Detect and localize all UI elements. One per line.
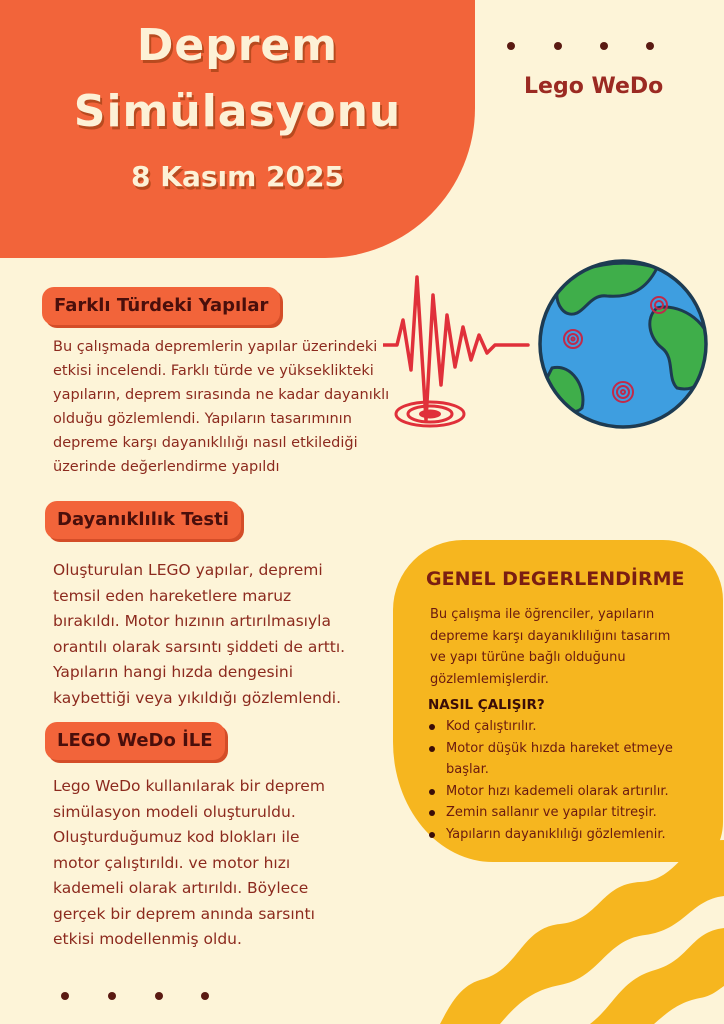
list-item (426, 738, 716, 781)
decor-dot (507, 42, 515, 50)
text-line: Yapıların hangi hızda dengesini (53, 663, 294, 681)
text-line: Lego WeDo kullanılarak bir deprem (53, 777, 325, 795)
page-title-line2: Simülasyonu (73, 86, 402, 137)
text-line: simülasyon modeli oluşturuldu. (53, 802, 296, 821)
decor-dot (646, 42, 654, 50)
section-body-lego-wedo (53, 774, 373, 953)
page-date: 8 Kasım 2025 (131, 160, 344, 193)
text-line: olduğu gözlemlendi. Yapıların tasarımının (53, 411, 352, 427)
section-heading-durability: Dayanıklılık Testi (45, 501, 241, 539)
text-line: ve yapı türüne bağlı olduğunu (430, 650, 626, 665)
text-line: etkisi incelendi. Farklı türde ve yükseklikteki (53, 363, 374, 379)
text-line: kademeli olarak artırıldı. Böylece (53, 879, 309, 897)
text-line: depreme karşı dayanıklılığını tasarım (430, 628, 671, 644)
list-item-text: Motor düşük hızda hareket etmeye (446, 740, 673, 756)
decor-dot (108, 992, 116, 1000)
text-line: Bu çalışmada depremlerin yapılar üzerindeki (53, 339, 378, 355)
decor-dot (201, 992, 209, 1000)
how-it-works-title: NASIL ÇALIŞIR? (428, 697, 545, 713)
text-line: etkisi modellenmiş oldu. (53, 930, 242, 948)
panel-body (430, 604, 700, 690)
text-line: Oluşturduğumuz kod blokları ile (53, 828, 300, 846)
section-heading-structures: Farklı Türdeki Yapılar (42, 287, 280, 325)
seismograph-icon (383, 265, 533, 430)
panel-title: GENEL DEGERLENDİRME (426, 568, 685, 590)
page-title-line1: Deprem (136, 20, 339, 71)
decor-dot (61, 992, 69, 1000)
text-line: kaybettiği veya yıkıldığı gözlemlendi. (53, 688, 342, 707)
list-item: Kod çalıştırılır. (426, 716, 716, 738)
earth-globe-icon (537, 258, 709, 430)
how-it-works-list (426, 716, 716, 845)
section-heading-lego-wedo: LEGO WeDo İLE (45, 722, 225, 760)
decor-dot (600, 42, 608, 50)
list-item: Motor hızı kademeli olarak artırılır. (426, 781, 716, 803)
text-line: bırakıldı. Motor hızının artırılmasıyla (53, 612, 331, 630)
text-line: Oluşturulan LEGO yapılar, depremi (53, 561, 323, 579)
text-line: temsil eden hareketlere maruz (53, 586, 292, 605)
section-body-durability (53, 558, 383, 711)
section-body-structures (53, 335, 393, 479)
list-item: Zemin sallanır ve yapılar titreşir. (426, 802, 716, 824)
text-line: üzerinde değerlendirme yapıldı (53, 459, 280, 475)
text-line: depreme karşı dayanıklılığı nasıl etkilediği (53, 435, 358, 451)
list-item: Yapıların dayanıklılığı gözlemlenir. (426, 824, 716, 846)
text-line: gözlemlemişlerdir. (430, 671, 549, 687)
text-line: gerçek bir deprem anında sarsıntı (53, 904, 315, 923)
decor-dot (554, 42, 562, 50)
text-line: Bu çalışma ile öğrenciler, yapıların (430, 607, 655, 622)
decor-dot (155, 992, 163, 1000)
text-line: orantılı olarak sarsıntı şiddeti de arttı. (53, 637, 346, 656)
text-line: motor çalıştırıldı. ve motor hızı (53, 853, 291, 872)
text-line: yapıların, deprem sırasında ne kadar dayanıklı (53, 387, 390, 403)
brand-label: Lego WeDo (524, 74, 664, 99)
list-item-continuation: başlar. (446, 762, 489, 777)
